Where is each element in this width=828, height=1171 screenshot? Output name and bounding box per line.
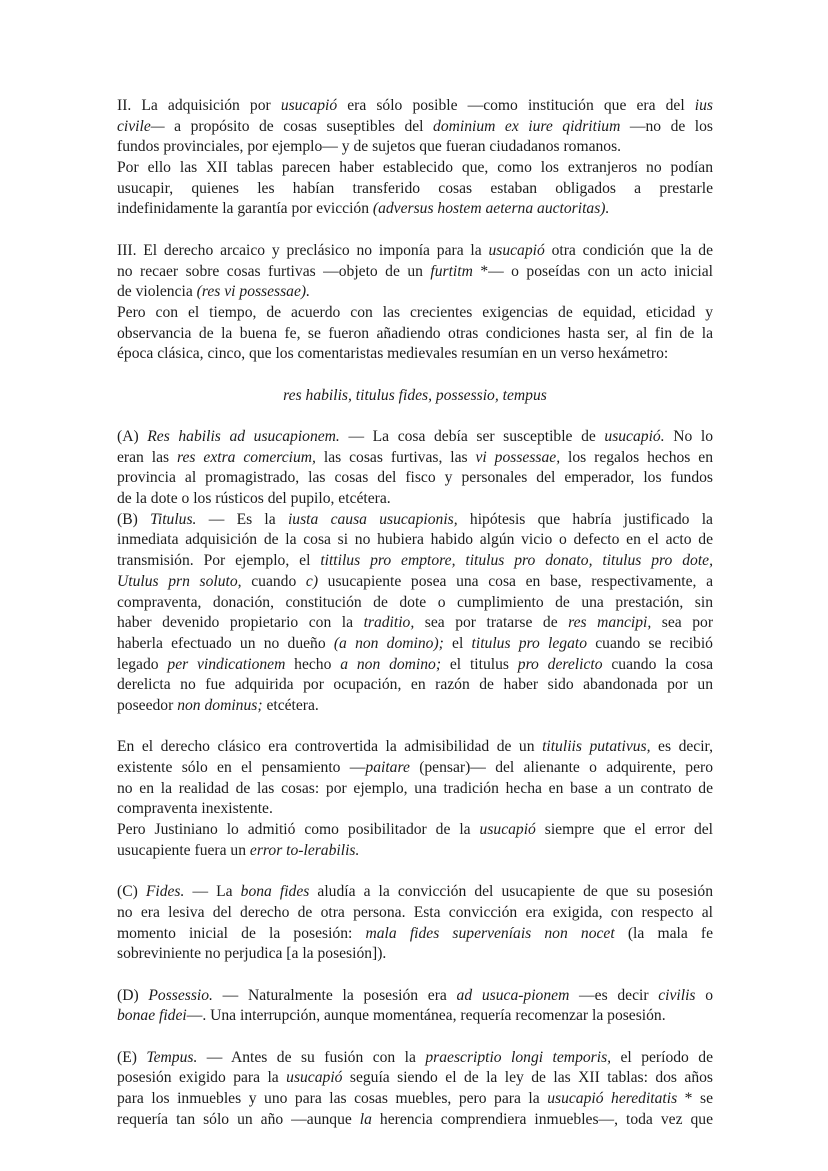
- text-span: usucapir, quienes les habían transferido cosas estaban obligados a prestarle: [117, 179, 713, 197]
- text-span: (D): [117, 986, 149, 1004]
- text-span: posesión exigido para la: [117, 1069, 287, 1087]
- text-span: (B): [117, 510, 151, 528]
- text-line: [117, 696, 713, 717]
- centered-verse-line: [117, 386, 713, 407]
- text-span: derelicta no fue adquirida por ocupación, en razón de haber sido abandonada por un: [117, 676, 713, 694]
- blank-line: [117, 1027, 713, 1048]
- text-span: los regalos hechos en: [560, 448, 713, 466]
- text-span: — La: [184, 883, 241, 901]
- blank-line: [117, 365, 713, 386]
- text-line: [117, 179, 713, 200]
- text-span: indefinidamente la garantía por evicción: [117, 200, 373, 218]
- italic-text: res extra comercium,: [177, 448, 316, 466]
- text-span: requería tan sólo un año —aunque: [117, 1110, 360, 1128]
- text-span: haberla efectuado un no dueño: [117, 634, 334, 652]
- italic-text: la: [359, 1110, 372, 1128]
- blank-line: [117, 965, 713, 986]
- text-span: cuando se recibió: [587, 634, 713, 652]
- text-span: existente sólo en el pensamiento —: [117, 759, 366, 776]
- italic-text: mala fides superveníais non nocet: [365, 924, 615, 942]
- text-span: —no de los: [620, 117, 713, 135]
- text-line: [117, 1068, 713, 1089]
- italic-text: Utulus prn soluto,: [117, 572, 242, 590]
- italic-text: a non domino;: [340, 655, 442, 673]
- text-span: (A): [117, 428, 148, 445]
- text-line: [117, 344, 713, 365]
- text-line: [117, 903, 713, 924]
- blank-line: [117, 406, 713, 427]
- text-line: [117, 820, 713, 841]
- text-line: [117, 324, 713, 345]
- text-span: inmediata adquisición de la cosa si no hubiera habido algún vicio o defecto en el acto de: [117, 531, 713, 549]
- text-span: *— o poseídas con un acto inicial: [472, 262, 713, 280]
- text-span: a propósito de cosas suseptibles del: [164, 117, 434, 135]
- text-span: es decir,: [650, 738, 713, 756]
- text-line: [117, 117, 713, 138]
- italic-text: civile—: [117, 117, 165, 135]
- italic-text: Fides.: [145, 883, 185, 901]
- text-span: sea por tratarse de: [414, 614, 569, 632]
- text-span: legado: [117, 655, 168, 673]
- text-span: cuando: [241, 572, 306, 590]
- italic-text: iusta causa usucapionis,: [287, 510, 458, 528]
- blank-line: [117, 717, 713, 738]
- text-span: las cosas furtivas, las: [315, 448, 476, 466]
- italic-text: usucapió: [479, 821, 536, 839]
- text-span: compraventa inexistente.: [117, 800, 273, 818]
- text-line: [117, 655, 713, 676]
- text-line: [117, 986, 713, 1007]
- italic-text: (a non domino);: [333, 634, 444, 652]
- italic-text: non dominus;: [177, 696, 263, 714]
- text-span: no en la realidad de las cosas: por ejemplo, una tradición hecha en base a un contrato de: [117, 779, 713, 797]
- text-span: el: [443, 634, 472, 652]
- italic-text: error to-lerabilis.: [249, 841, 360, 859]
- text-span: sobreviniente no perjudica [a la posesión]).: [117, 945, 387, 963]
- text-span: Por ello las XII tablas parecen haber establecido que, como los extranjeros no podían: [117, 159, 713, 177]
- text-line: [117, 1048, 713, 1069]
- italic-text: usucapió hereditatis: [547, 1090, 678, 1107]
- text-span: (C): [117, 883, 146, 901]
- italic-text: res mancipi,: [568, 614, 652, 632]
- text-span: hecho: [285, 655, 341, 673]
- text-span: haber devenido propietario con la: [117, 614, 364, 632]
- italic-text: usucapió.: [604, 428, 665, 445]
- text-line: [117, 489, 713, 510]
- text-span: fundos provinciales, por ejemplo— y de sujetos que fueran ciudadanos romanos.: [117, 138, 622, 156]
- italic-text: bonae fidei: [117, 1007, 187, 1025]
- text-span: el titulus: [441, 655, 518, 673]
- italic-text: Possessio.: [148, 986, 213, 1004]
- text-span: — Es la: [196, 510, 288, 528]
- italic-text: ad usuca-pionem: [456, 986, 570, 1004]
- text-span: no recaer sobre cosas furtivas —objeto de un: [117, 262, 431, 280]
- text-span: para los inmuebles y uno para las cosas muebles, pero para la: [117, 1090, 548, 1107]
- text-line: [117, 448, 713, 469]
- italic-text: per vindicationem: [167, 655, 286, 673]
- italic-text: usucapió: [280, 97, 338, 114]
- text-span: Pero Justiniano lo admitió como posibilitador de la: [117, 821, 480, 839]
- text-line: [117, 530, 713, 551]
- text-line: [117, 572, 713, 593]
- italic-text: (adversus hostem aeterna auctoritas).: [372, 200, 610, 218]
- text-line: [117, 199, 713, 220]
- document-page: [117, 96, 713, 1130]
- text-span: compraventa, donación, constitución de dote o cumplimiento de una prestación, sin: [117, 593, 713, 611]
- italic-text: usucapió: [488, 241, 545, 259]
- italic-text: titulus pro legato: [471, 634, 588, 652]
- text-line: [117, 510, 713, 531]
- text-span: sea por: [651, 614, 713, 632]
- italic-text: praescriptio longi temporis,: [425, 1048, 612, 1066]
- text-span: — Antes de su fusión con la: [197, 1048, 426, 1066]
- italic-text: vi possessae,: [475, 448, 561, 466]
- italic-text: furtitm: [430, 262, 473, 280]
- text-span: de la dote o los rústicos del pupilo, etcétera.: [117, 490, 391, 508]
- italic-text: c): [305, 572, 319, 590]
- italic-text: tittilus pro emptore, titulus pro donato, titulus pro dote,: [320, 552, 713, 570]
- text-span: cuando la cosa: [602, 655, 713, 673]
- blank-line: [117, 220, 713, 241]
- italic-text: dominium ex iure qidritium: [433, 117, 621, 135]
- text-span: seguía siendo el de la ley de las XII tablas: dos años: [342, 1069, 713, 1087]
- italic-text: tituliis putativus,: [542, 738, 651, 756]
- italic-text: ius: [694, 97, 713, 114]
- italic-text: res habilis, titulus fides, possessio, tempus: [283, 386, 547, 404]
- text-span: momento inicial de la posesión:: [117, 924, 366, 942]
- text-line: [117, 799, 713, 820]
- text-span: no era lesiva del derecho de otra persona. Esta convicción era exigida, con respecto al: [117, 903, 713, 921]
- text-span: usucapiente posea una cosa en base, respectivamente, a: [318, 572, 713, 590]
- text-line: [117, 593, 713, 614]
- text-span: era sólo posible —como institución que era del: [337, 97, 695, 114]
- text-span: II. La adquisición por: [117, 97, 281, 114]
- italic-text: paitare: [365, 759, 410, 776]
- italic-text: bona fides: [240, 883, 310, 901]
- text-span: provincia al promagistrado, las cosas del fisco y personales del emperador, los fundos: [117, 469, 713, 487]
- text-span: poseedor: [117, 696, 178, 714]
- text-line: [117, 779, 713, 800]
- text-span: aludía a la convicción del usucapiente de que su posesión: [309, 883, 713, 901]
- text-span: época clásica, cinco, que los comentaristas medievales resumían en un verso hexámetro:: [117, 345, 669, 363]
- text-line: [117, 944, 713, 965]
- text-span: (la mala fe: [614, 924, 713, 942]
- text-span: No lo: [664, 428, 713, 445]
- text-span: herencia comprendiera inmuebles—, toda vez que: [371, 1110, 713, 1128]
- text-span: hipótesis que habría justificado la: [457, 510, 713, 528]
- text-span: Pero con el tiempo, de acuerdo con las crecientes exigencias de equidad, eticidad y: [117, 303, 713, 321]
- text-line: [117, 634, 713, 655]
- text-line: [117, 158, 713, 179]
- text-line: [117, 427, 713, 448]
- text-span: —. Una interrupción, aunque momentánea, requería recomenzar la posesión.: [186, 1007, 666, 1025]
- text-line: [117, 737, 713, 758]
- italic-text: civilis: [658, 986, 696, 1004]
- text-line: [117, 924, 713, 945]
- text-line: [117, 262, 713, 283]
- text-span: eran las: [117, 448, 177, 466]
- text-span: usucapiente fuera un: [117, 841, 250, 859]
- text-line: [117, 758, 713, 779]
- text-line: [117, 303, 713, 324]
- text-line: [117, 468, 713, 489]
- text-span: (E): [117, 1048, 147, 1066]
- italic-text: Res habilis ad usucapionem.: [147, 428, 340, 445]
- text-line: [117, 96, 713, 117]
- text-line: [117, 1110, 713, 1131]
- italic-text: Titulus.: [150, 510, 197, 528]
- text-line: [117, 613, 713, 634]
- italic-text: usucapió: [286, 1069, 343, 1087]
- text-span: — La cosa debía ser susceptible de: [339, 428, 605, 445]
- text-line: [117, 241, 713, 262]
- text-span: — Naturalmente la posesión era: [212, 986, 457, 1004]
- text-span: de violencia: [117, 283, 197, 301]
- text-span: siempre que el error del: [535, 821, 713, 839]
- italic-text: pro derelicto: [517, 655, 603, 673]
- text-span: —es decir: [569, 986, 659, 1004]
- italic-text: (res vi possessae).: [196, 283, 310, 301]
- text-span: (pensar)— del alienante o adquirente, pero: [409, 759, 713, 776]
- text-line: [117, 1089, 713, 1110]
- text-line: [117, 841, 713, 862]
- blank-line: [117, 861, 713, 882]
- text-span: otra condición que la de: [544, 241, 713, 259]
- text-span: o: [695, 986, 713, 1004]
- text-span: observancia de la buena fe, se fueron añadiendo otras condiciones hasta ser, al fin de la: [117, 324, 713, 342]
- text-span: etcétera.: [262, 696, 319, 714]
- italic-text: traditio,: [363, 614, 415, 632]
- text-span: III. El derecho arcaico y preclásico no imponía para la: [117, 241, 489, 259]
- text-line: [117, 675, 713, 696]
- text-span: * se: [677, 1090, 713, 1107]
- text-span: el período de: [611, 1048, 713, 1066]
- text-line: [117, 882, 713, 903]
- italic-text: Tempus.: [146, 1048, 198, 1066]
- text-span: En el derecho clásico era controvertida la admisibilidad de un: [117, 738, 543, 756]
- text-line: [117, 1006, 713, 1027]
- text-span: transmisión. Por ejemplo, el: [117, 552, 321, 570]
- text-line: [117, 137, 713, 158]
- text-line: [117, 551, 713, 572]
- text-line: [117, 282, 713, 303]
